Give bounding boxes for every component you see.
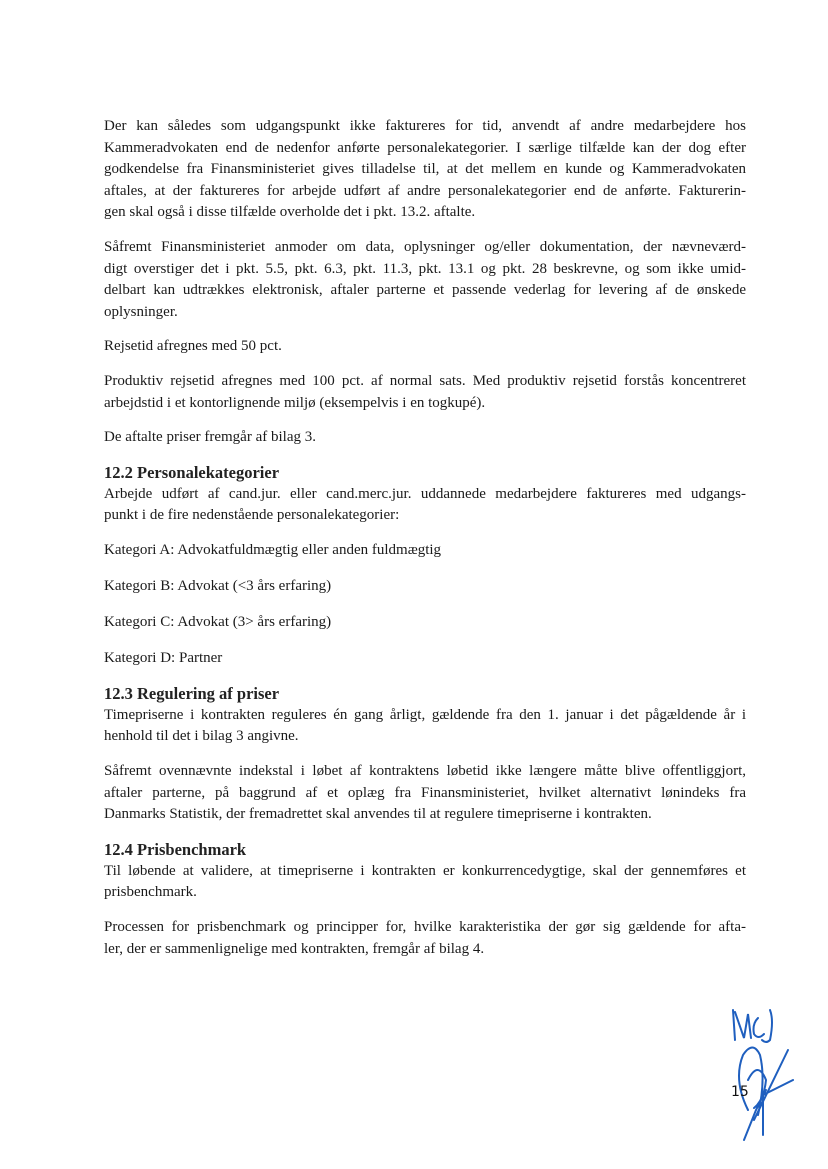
category-item [104,612,746,634]
category-item [104,576,746,598]
text-line: godkendelse fra Finansministeriet gives tilladelse til, at det mellem en kunde og Kammeradvokaten [104,161,746,178]
text-line: Produktiv rejsetid afregnes med 100 pct. af normal sats. Med produktiv rejsetid forstås koncentreret [104,372,746,389]
text-line: Såfremt ovennævnte indekstal i løbet af kontraktens løbetid ikke længere måtte blive offentliggjort, [104,762,746,779]
category-item [104,540,746,562]
text-line: digt overstiger det i pkt. 5.5, pkt. 6.3, pkt. 11.3, pkt. 13.1 og pkt. 28 beskrevne, og som ikke umid- [104,260,746,277]
text-line: Kategori B: Advokat (<3 års erfaring) [104,578,332,594]
text-line: prisbenchmark. [104,884,197,901]
page-number: 15 [731,1084,749,1100]
section-heading: 12.4 Prisbenchmark [104,839,247,859]
section-heading: 12.2 Personalekategorier [104,462,280,482]
text-line: aftaler parterne, på baggrund af et oplæg fra Finansministeriet, hvilket alternativt lønindeks fra [104,784,746,801]
text-line: Der kan således som udgangspunkt ikke faktureres for tid, anvendt af andre medarbejdere hos [104,118,746,134]
text-line: henhold til det i bilag 3 angivne. [104,728,299,745]
text-line: oplysninger. [104,303,178,320]
text-line: Arbejde udført af cand.jur. eller cand.merc.jur. uddannede medarbejdere faktureres med udgangs- [104,485,746,502]
text-line: Kategori A: Advokatfuldmægtig eller anden fuldmægtig [104,541,442,558]
text-line: punkt i de fire nedenstående personalekategorier: [104,507,400,524]
document-body [104,116,746,973]
text-line: Rejsetid afregnes med 50 pct. [104,338,282,355]
text-line: Kammeradvokaten end de nedenfor anførte personalekategorier. I særlige tilfælde kan der dog efter [104,139,746,156]
text-line: delbart kan udtrækkes elektronisk, aftaler parterne et passende vederlag for levering af de ønskede [104,282,746,299]
paragraph [104,917,746,960]
text-line: gen skal også i disse tilfælde overholde det i pkt. 13.2. aftalte. [104,204,476,221]
text-line: Processen for prisbenchmark og principper for, hvilke karakteristika der gør sig gældende for afta- [104,918,746,935]
paragraph [104,371,746,414]
paragraph [104,648,746,670]
paragraph [104,237,746,323]
text-line: arbejdstid i et kontorlignende miljø (eksempelvis i en togkupé). [104,394,486,411]
text-line: Kategori D: Partner [104,650,223,667]
text-line: ler, der er sammenlignelige med kontrakten, fremgår af bilag 4. [104,940,485,957]
paragraph [104,761,746,826]
text-line: Kategori C: Advokat (3> års erfaring) [104,614,332,631]
text-line: Til løbende at validere, at timepriserne i kontrakten er konkurrencedygtige, skal der gennemføres et [104,862,746,879]
text-line: De aftalte priser fremgår af bilag 3. [104,429,316,446]
paragraph [104,484,746,527]
text-line: Danmarks Statistik, der fremadrettet skal anvendes til at regulere timepriserne i kontrakten. [104,806,652,823]
paragraph [104,427,746,449]
text-line: Såfremt Finansministeriet anmoder om data, oplysninger og/eller dokumentation, der nævneværd- [104,238,746,255]
section-heading: 12.3 Regulering af priser [104,683,280,703]
paragraph [104,705,746,748]
text-line: Timepriserne i kontrakten reguleres én gang årligt, gældende fra den 1. januar i det pågældende år i [104,706,746,723]
paragraph [104,336,746,358]
paragraph [104,861,746,904]
text-line: aftales, at der faktureres for arbejde udført af andre personalekategorier end de anførte. Fakturerin- [104,182,746,199]
paragraph [104,116,746,224]
signature-initials [718,1000,818,1150]
